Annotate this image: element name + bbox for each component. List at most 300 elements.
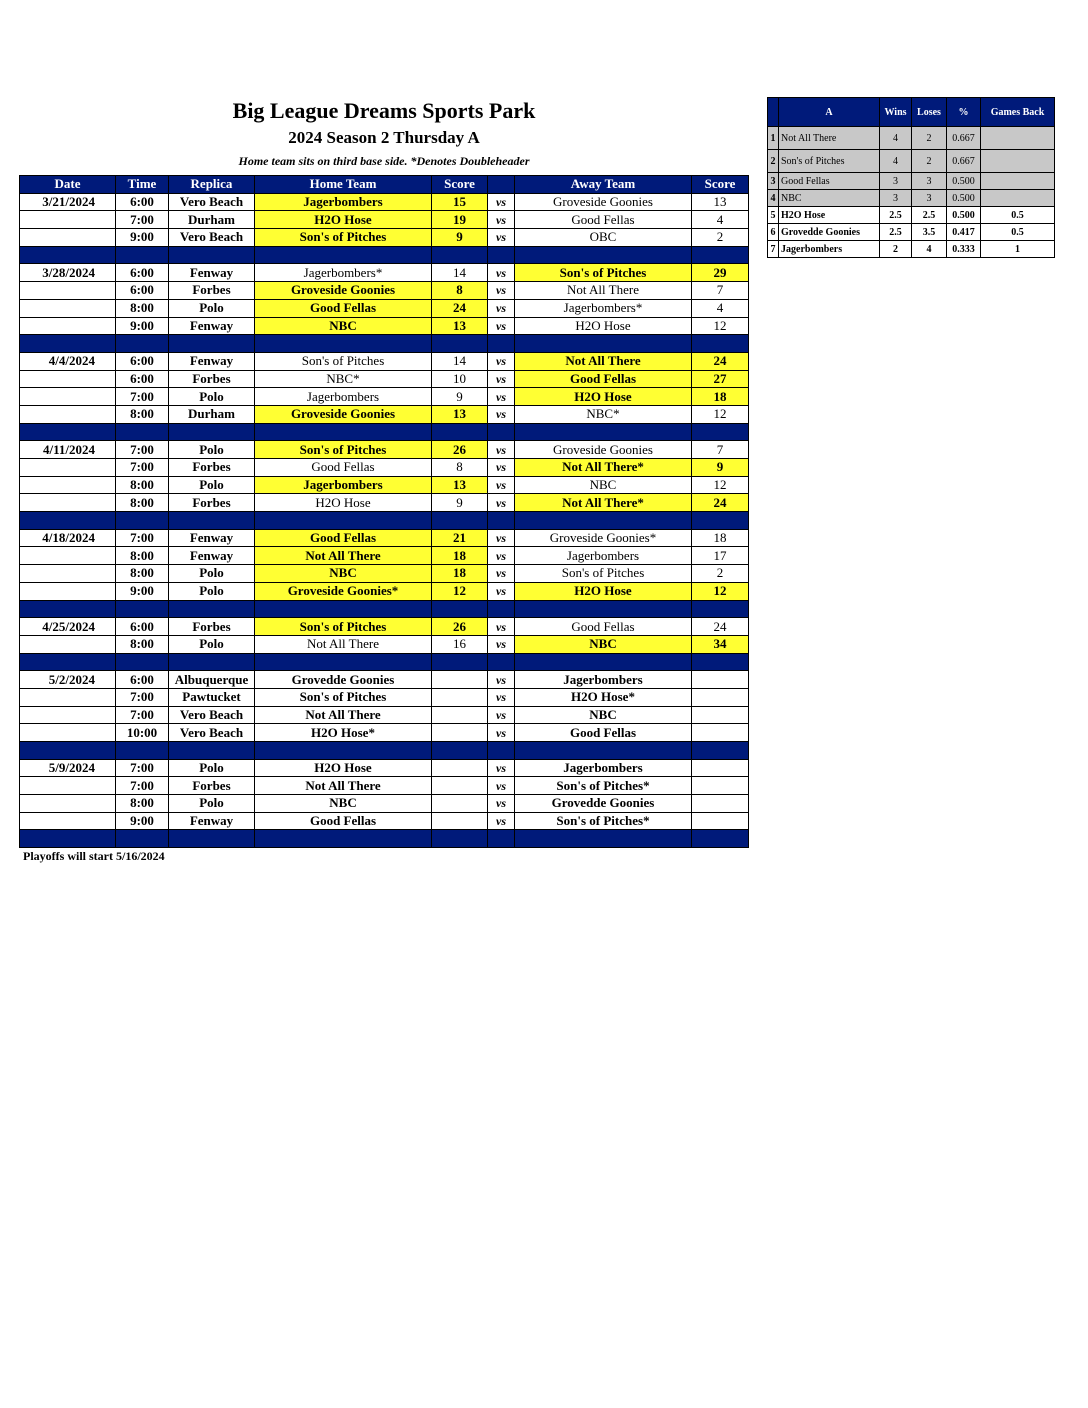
home-score xyxy=(432,759,488,777)
standings-pct: 0.500 xyxy=(947,190,981,207)
home-score xyxy=(432,671,488,689)
home-score: 13 xyxy=(432,476,488,494)
standings-rank: 5 xyxy=(768,207,779,224)
game-row xyxy=(20,777,749,795)
away-team: Son's of Pitches xyxy=(515,565,692,583)
home-team: Good Fellas xyxy=(255,299,432,317)
col-time-header: Time xyxy=(116,176,169,194)
game-time: 7:00 xyxy=(116,688,169,706)
game-row xyxy=(20,405,749,423)
game-field: Durham xyxy=(169,211,255,229)
vs-label: vs xyxy=(488,476,515,494)
game-field: Fenway xyxy=(169,529,255,547)
away-score: 17 xyxy=(692,547,749,565)
away-team: H2O Hose* xyxy=(515,688,692,706)
standings-pct: 0.333 xyxy=(947,241,981,258)
vs-label: vs xyxy=(488,317,515,335)
home-score: 26 xyxy=(432,441,488,459)
separator-cell xyxy=(255,512,432,530)
game-time: 8:00 xyxy=(116,547,169,565)
separator-cell xyxy=(20,830,116,848)
game-time: 9:00 xyxy=(116,229,169,247)
separator-cell xyxy=(488,653,515,671)
vs-label: vs xyxy=(488,229,515,247)
game-time: 6:00 xyxy=(116,193,169,211)
away-team: NBC xyxy=(515,635,692,653)
home-team: Son's of Pitches xyxy=(255,229,432,247)
away-team: H2O Hose xyxy=(515,388,692,406)
separator-cell xyxy=(692,830,749,848)
game-time: 7:00 xyxy=(116,388,169,406)
game-date xyxy=(20,688,116,706)
standings-pct: 0.500 xyxy=(947,207,981,224)
standings-wins-header: Wins xyxy=(880,98,912,127)
away-team: Jagerbombers* xyxy=(515,299,692,317)
separator-cell xyxy=(488,512,515,530)
separator-cell xyxy=(255,830,432,848)
game-field: Polo xyxy=(169,582,255,600)
standings-pct: 0.417 xyxy=(947,224,981,241)
game-field: Polo xyxy=(169,565,255,583)
col-vs-header xyxy=(488,176,515,194)
game-time: 7:00 xyxy=(116,706,169,724)
game-time: 8:00 xyxy=(116,494,169,512)
away-team: Jagerbombers xyxy=(515,671,692,689)
separator-cell xyxy=(432,600,488,618)
schedule-header-row xyxy=(20,176,749,194)
separator-cell xyxy=(515,830,692,848)
standings-wins: 2 xyxy=(880,241,912,258)
away-team: NBC xyxy=(515,706,692,724)
vs-label: vs xyxy=(488,688,515,706)
game-field: Polo xyxy=(169,635,255,653)
separator-cell xyxy=(116,742,169,760)
separator-cell xyxy=(432,512,488,530)
game-row xyxy=(20,547,749,565)
game-row xyxy=(20,565,749,583)
standings-rank: 3 xyxy=(768,173,779,190)
game-field: Polo xyxy=(169,299,255,317)
home-score: 18 xyxy=(432,547,488,565)
game-field: Vero Beach xyxy=(169,229,255,247)
away-team: Good Fellas xyxy=(515,618,692,636)
home-score: 19 xyxy=(432,211,488,229)
standings-wins: 4 xyxy=(880,150,912,173)
standings-rank: 2 xyxy=(768,150,779,173)
game-date xyxy=(20,582,116,600)
away-team: Son's of Pitches* xyxy=(515,812,692,830)
game-date xyxy=(20,229,116,247)
home-team: Good Fellas xyxy=(255,459,432,477)
away-score: 27 xyxy=(692,370,749,388)
away-score: 18 xyxy=(692,388,749,406)
home-score: 9 xyxy=(432,229,488,247)
home-score: 14 xyxy=(432,264,488,282)
game-row xyxy=(20,582,749,600)
game-date: 4/4/2024 xyxy=(20,352,116,370)
away-score xyxy=(692,777,749,795)
vs-label: vs xyxy=(488,671,515,689)
standings-row xyxy=(768,224,1055,241)
standings-wins: 2.5 xyxy=(880,207,912,224)
week-separator xyxy=(20,246,749,264)
col-home-score-header: Score xyxy=(432,176,488,194)
home-team: NBC* xyxy=(255,370,432,388)
away-team: OBC xyxy=(515,229,692,247)
home-score xyxy=(432,812,488,830)
home-team: NBC xyxy=(255,565,432,583)
game-row xyxy=(20,724,749,742)
playoffs-note: Playoffs will start 5/16/2024 xyxy=(23,849,165,863)
standings-losses: 4 xyxy=(912,241,947,258)
vs-label: vs xyxy=(488,299,515,317)
separator-cell xyxy=(169,423,255,441)
home-score xyxy=(432,706,488,724)
vs-label: vs xyxy=(488,795,515,813)
away-team: NBC xyxy=(515,476,692,494)
separator-cell xyxy=(20,653,116,671)
separator-cell xyxy=(20,423,116,441)
game-field: Pawtucket xyxy=(169,688,255,706)
game-time: 8:00 xyxy=(116,635,169,653)
game-row xyxy=(20,476,749,494)
home-team: Not All There xyxy=(255,635,432,653)
separator-cell xyxy=(169,512,255,530)
vs-label: vs xyxy=(488,193,515,211)
separator-cell xyxy=(116,830,169,848)
separator-cell xyxy=(488,246,515,264)
game-field: Fenway xyxy=(169,352,255,370)
vs-label: vs xyxy=(488,582,515,600)
game-time: 6:00 xyxy=(116,352,169,370)
game-date: 3/21/2024 xyxy=(20,193,116,211)
game-field: Polo xyxy=(169,476,255,494)
game-date xyxy=(20,777,116,795)
away-score: 24 xyxy=(692,352,749,370)
standings-games-back: 1 xyxy=(981,241,1055,258)
separator-cell xyxy=(515,653,692,671)
game-row xyxy=(20,299,749,317)
separator-cell xyxy=(169,742,255,760)
home-score: 15 xyxy=(432,193,488,211)
separator-cell xyxy=(488,423,515,441)
game-row xyxy=(20,193,749,211)
game-field: Fenway xyxy=(169,547,255,565)
game-date: 4/18/2024 xyxy=(20,529,116,547)
separator-cell xyxy=(432,653,488,671)
game-time: 7:00 xyxy=(116,759,169,777)
home-team-note: Home team sits on third base side. *Denotes Doubleheader xyxy=(238,154,530,168)
game-date xyxy=(20,317,116,335)
standings-division-header: A xyxy=(779,98,880,127)
home-score xyxy=(432,688,488,706)
separator-cell xyxy=(169,335,255,353)
away-score: 4 xyxy=(692,211,749,229)
game-date xyxy=(20,724,116,742)
game-row xyxy=(20,264,749,282)
game-date: 4/25/2024 xyxy=(20,618,116,636)
game-field: Polo xyxy=(169,388,255,406)
away-team: Not All There* xyxy=(515,494,692,512)
game-row xyxy=(20,370,749,388)
separator-cell xyxy=(20,600,116,618)
game-row xyxy=(20,618,749,636)
game-time: 8:00 xyxy=(116,299,169,317)
standings-wins: 3 xyxy=(880,173,912,190)
game-date xyxy=(20,795,116,813)
vs-label: vs xyxy=(488,264,515,282)
game-row xyxy=(20,812,749,830)
vs-label: vs xyxy=(488,352,515,370)
game-field: Vero Beach xyxy=(169,724,255,742)
separator-cell xyxy=(692,512,749,530)
away-team: Not All There xyxy=(515,282,692,300)
game-date xyxy=(20,211,116,229)
home-score: 16 xyxy=(432,635,488,653)
standings-losses-header: Loses xyxy=(912,98,947,127)
game-date xyxy=(20,494,116,512)
week-separator xyxy=(20,600,749,618)
away-team: H2O Hose xyxy=(515,582,692,600)
game-time: 7:00 xyxy=(116,529,169,547)
separator-cell xyxy=(116,246,169,264)
standings-row xyxy=(768,150,1055,173)
away-score: 7 xyxy=(692,441,749,459)
separator-cell xyxy=(515,246,692,264)
home-team: Groveside Goonies* xyxy=(255,582,432,600)
game-field: Forbes xyxy=(169,494,255,512)
home-team: Groveside Goonies xyxy=(255,282,432,300)
standings-wins: 2.5 xyxy=(880,224,912,241)
standings-team: Son's of Pitches xyxy=(779,150,880,173)
vs-label: vs xyxy=(488,565,515,583)
vs-label: vs xyxy=(488,706,515,724)
separator-cell xyxy=(169,653,255,671)
vs-label: vs xyxy=(488,405,515,423)
game-date xyxy=(20,405,116,423)
game-time: 7:00 xyxy=(116,211,169,229)
separator-cell xyxy=(20,742,116,760)
standings-games-back xyxy=(981,173,1055,190)
away-team: Groveside Goonies xyxy=(515,441,692,459)
standings-table xyxy=(767,97,1055,258)
game-date xyxy=(20,370,116,388)
game-field: Forbes xyxy=(169,777,255,795)
week-separator xyxy=(20,653,749,671)
separator-cell xyxy=(692,653,749,671)
separator-cell xyxy=(116,423,169,441)
vs-label: vs xyxy=(488,459,515,477)
away-team: Good Fellas xyxy=(515,211,692,229)
standings-header-row xyxy=(768,98,1055,127)
home-team: Son's of Pitches xyxy=(255,441,432,459)
vs-label: vs xyxy=(488,777,515,795)
home-score: 10 xyxy=(432,370,488,388)
home-team: Jagerbombers xyxy=(255,388,432,406)
away-team: Groveside Goonies* xyxy=(515,529,692,547)
away-score xyxy=(692,671,749,689)
away-score: 18 xyxy=(692,529,749,547)
game-time: 8:00 xyxy=(116,476,169,494)
home-score: 8 xyxy=(432,459,488,477)
home-score xyxy=(432,777,488,795)
home-team: H2O Hose* xyxy=(255,724,432,742)
col-replica-header: Replica xyxy=(169,176,255,194)
home-score: 8 xyxy=(432,282,488,300)
game-date xyxy=(20,706,116,724)
vs-label: vs xyxy=(488,812,515,830)
game-field: Polo xyxy=(169,759,255,777)
game-time: 6:00 xyxy=(116,370,169,388)
separator-cell xyxy=(432,742,488,760)
home-score: 18 xyxy=(432,565,488,583)
standings-row xyxy=(768,241,1055,258)
away-score xyxy=(692,759,749,777)
home-team: Son's of Pitches xyxy=(255,618,432,636)
standings-losses: 2 xyxy=(912,150,947,173)
home-score xyxy=(432,724,488,742)
home-score xyxy=(432,795,488,813)
game-time: 8:00 xyxy=(116,565,169,583)
home-team: Not All There xyxy=(255,547,432,565)
separator-cell xyxy=(20,335,116,353)
standings-rank: 7 xyxy=(768,241,779,258)
home-team: Not All There xyxy=(255,777,432,795)
game-date xyxy=(20,282,116,300)
game-date xyxy=(20,635,116,653)
away-score: 12 xyxy=(692,405,749,423)
away-score: 4 xyxy=(692,299,749,317)
game-date xyxy=(20,476,116,494)
away-score: 34 xyxy=(692,635,749,653)
separator-cell xyxy=(488,742,515,760)
away-team: Son's of Pitches* xyxy=(515,777,692,795)
separator-cell xyxy=(255,246,432,264)
separator-cell xyxy=(169,246,255,264)
standings-team: Jagerbombers xyxy=(779,241,880,258)
standings-wins: 3 xyxy=(880,190,912,207)
home-team: Son's of Pitches xyxy=(255,688,432,706)
separator-cell xyxy=(692,423,749,441)
standings-games-back: 0.5 xyxy=(981,207,1055,224)
game-time: 8:00 xyxy=(116,405,169,423)
away-score: 2 xyxy=(692,229,749,247)
standings-team: H2O Hose xyxy=(779,207,880,224)
game-time: 7:00 xyxy=(116,441,169,459)
away-team: Not All There xyxy=(515,352,692,370)
standings-games-back xyxy=(981,127,1055,150)
away-team: Not All There* xyxy=(515,459,692,477)
separator-cell xyxy=(432,335,488,353)
separator-cell xyxy=(692,600,749,618)
standings-games-back xyxy=(981,190,1055,207)
away-team: Jagerbombers xyxy=(515,547,692,565)
standings-losses: 3 xyxy=(912,173,947,190)
home-team: Jagerbombers* xyxy=(255,264,432,282)
vs-label: vs xyxy=(488,547,515,565)
standings-rank: 1 xyxy=(768,127,779,150)
home-team: H2O Hose xyxy=(255,494,432,512)
game-date xyxy=(20,299,116,317)
home-team: NBC xyxy=(255,795,432,813)
home-team: Not All There xyxy=(255,706,432,724)
vs-label: vs xyxy=(488,282,515,300)
game-time: 8:00 xyxy=(116,795,169,813)
page-subtitle: 2024 Season 2 Thursday A xyxy=(288,128,480,147)
game-time: 9:00 xyxy=(116,317,169,335)
home-team: Good Fellas xyxy=(255,529,432,547)
separator-cell xyxy=(169,600,255,618)
game-row xyxy=(20,211,749,229)
standings-losses: 2.5 xyxy=(912,207,947,224)
game-time: 7:00 xyxy=(116,777,169,795)
separator-cell xyxy=(169,830,255,848)
standings-games-back: 0.5 xyxy=(981,224,1055,241)
away-team: Son's of Pitches xyxy=(515,264,692,282)
home-score: 26 xyxy=(432,618,488,636)
vs-label: vs xyxy=(488,211,515,229)
away-score: 12 xyxy=(692,317,749,335)
away-score: 9 xyxy=(692,459,749,477)
home-score: 24 xyxy=(432,299,488,317)
home-score: 13 xyxy=(432,405,488,423)
standings-team: NBC xyxy=(779,190,880,207)
separator-cell xyxy=(432,246,488,264)
separator-cell xyxy=(515,512,692,530)
game-row xyxy=(20,688,749,706)
separator-cell xyxy=(255,653,432,671)
standings-games-back-header: Games Back xyxy=(981,98,1055,127)
game-row xyxy=(20,352,749,370)
standings-row xyxy=(768,173,1055,190)
separator-cell xyxy=(515,423,692,441)
away-score: 12 xyxy=(692,476,749,494)
game-time: 9:00 xyxy=(116,812,169,830)
standings-rank: 6 xyxy=(768,224,779,241)
vs-label: vs xyxy=(488,635,515,653)
standings-team: Good Fellas xyxy=(779,173,880,190)
vs-label: vs xyxy=(488,529,515,547)
standings-pct: 0.500 xyxy=(947,173,981,190)
game-field: Polo xyxy=(169,795,255,813)
separator-cell xyxy=(255,600,432,618)
standings-losses: 3 xyxy=(912,190,947,207)
away-score: 24 xyxy=(692,494,749,512)
home-team: H2O Hose xyxy=(255,211,432,229)
away-score xyxy=(692,688,749,706)
game-time: 6:00 xyxy=(116,671,169,689)
away-score: 12 xyxy=(692,582,749,600)
away-team: NBC* xyxy=(515,405,692,423)
game-field: Forbes xyxy=(169,459,255,477)
separator-cell xyxy=(692,742,749,760)
separator-cell xyxy=(116,653,169,671)
separator-cell xyxy=(488,600,515,618)
game-field: Forbes xyxy=(169,618,255,636)
schedule-table xyxy=(19,175,749,848)
standings-row xyxy=(768,190,1055,207)
game-row xyxy=(20,317,749,335)
game-field: Albuquerque xyxy=(169,671,255,689)
week-separator xyxy=(20,335,749,353)
game-field: Durham xyxy=(169,405,255,423)
standings-row xyxy=(768,127,1055,150)
page-title: Big League Dreams Sports Park xyxy=(232,98,536,123)
game-row xyxy=(20,494,749,512)
game-date xyxy=(20,388,116,406)
away-team: H2O Hose xyxy=(515,317,692,335)
game-date: 5/2/2024 xyxy=(20,671,116,689)
